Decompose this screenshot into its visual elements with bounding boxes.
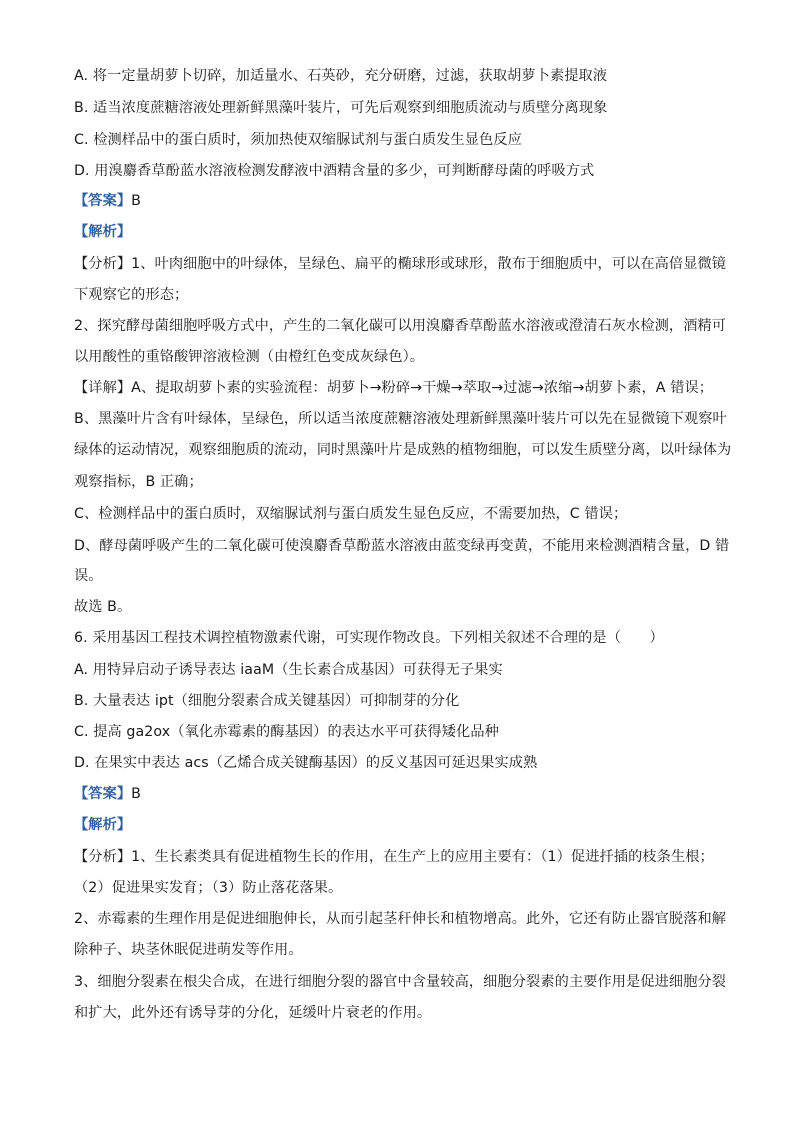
- q6-option-c: C. 提高 ga2ox（氧化赤霉素的酶基因）的表达水平可获得矮化品种: [74, 724, 499, 740]
- q5-analysis-line: 观察指标，B 正确；: [74, 474, 203, 490]
- q6-analysis-line: 3、细胞分裂素在根尖合成，在进行细胞分裂的器官中含量较高，细胞分裂素的主要作用是促进细胞分裂: [74, 974, 727, 990]
- q6-option-d: D. 在果实中表达 acs（乙烯合成关键酶基因）的反义基因可延迟果实成熟: [74, 755, 538, 771]
- q5-option-d: D. 用溴麝香草酚蓝水溶液检测发酵液中酒精含量的多少，可判断酵母菌的呼吸方式: [74, 163, 595, 179]
- q6-analysis-line: 和扩大，此外还有诱导芽的分化，延缓叶片衰老的作用。: [74, 1005, 432, 1021]
- q5-analysis-line: 故选 B。: [74, 599, 132, 615]
- q6-stem: 6. 采用基因工程技术调控植物激素代谢，可实现作物改良。下列相关叙述不合理的是（ ）: [74, 630, 664, 646]
- q6-analysis-line: 【分析】1、生长素类具有促进植物生长的作用，在生产上的应用主要有：（1）促进扦插的枝条生根；: [74, 849, 714, 865]
- q5-analysis-heading: [74, 223, 724, 241]
- q5-analysis-line: C、检测样品中的蛋白质时，双缩脲试剂与蛋白质发生显色反应，不需要加热，C 错误；: [74, 506, 628, 522]
- q6-analysis-line: 2、赤霉素的生理作用是促进细胞伸长，从而引起茎秆伸长和植物增高。此外，它还有防止器官脱落和解: [74, 911, 727, 927]
- q6-option-b: B. 大量表达 ipt（细胞分裂素合成关键基因）可抑制芽的分化: [74, 693, 460, 709]
- q5-analysis-line: 2、探究酵母菌细胞呼吸方式中，产生的二氧化碳可以用溴麝香草酚蓝水溶液或澄清石灰水检测，酒精可: [74, 318, 727, 334]
- q5-analysis-line: 绿体的运动情况，观察细胞质的流动，同时黑藻叶片是成熟的植物细胞，可以发生质壁分离，以叶绿体为: [74, 442, 732, 458]
- q5-analysis-line: 【详解】A、提取胡萝卜素的实验流程：胡萝卜→粉碎→干燥→萃取→过滤→浓缩→胡萝卜素，A 错误；: [74, 380, 714, 396]
- q6-analysis-line: 除种子、块茎休眠促进萌发等作用。: [74, 942, 303, 958]
- q5-analysis-line: D、酵母菌呼吸产生的二氧化碳可使溴麝香草酚蓝水溶液由蓝变绿再变黄，不能用来检测酒精含量，D 错: [74, 538, 730, 554]
- q6-answer: [74, 785, 724, 803]
- answer-value: B: [131, 193, 141, 209]
- q5-answer: [74, 192, 724, 210]
- q5-option-b: B. 适当浓度蔗糖溶液处理新鲜黑藻叶装片，可先后观察到细胞质流动与质壁分离现象: [74, 100, 608, 116]
- q5-option-a: A. 将一定量胡萝卜切碎，加适量水、石英砂，充分研磨，过滤，获取胡萝卜素提取液: [74, 68, 608, 84]
- q5-analysis-line: B、黑藻叶片含有叶绿体，呈绿色，所以适当浓度蔗糖溶液处理新鲜黑藻叶装片可以先在显微镜下观察叶: [74, 411, 727, 427]
- answer-tag: 【答案】: [74, 786, 132, 802]
- analysis-tag: 【解析】: [74, 224, 132, 240]
- q5-option-c: C. 检测样品中的蛋白质时，须加热使双缩脲试剂与蛋白质发生显色反应: [74, 132, 522, 148]
- q5-analysis-line: 以用酸性的重铬酸钾溶液检测（由橙红色变成灰绿色）。: [74, 349, 425, 365]
- answer-value: B: [131, 786, 141, 802]
- q5-analysis-line: 【分析】1、叶肉细胞中的叶绿体，呈绿色、扁平的椭球形或球形，散布于细胞质中，可以在高倍显微镜: [74, 256, 727, 272]
- q5-analysis-line: 误。: [74, 568, 103, 584]
- q6-analysis-heading: [74, 816, 724, 834]
- q6-option-a: A. 用特异启动子诱导表达 iaaM（生长素合成基因）可获得无子果实: [74, 662, 503, 678]
- analysis-tag: 【解析】: [74, 817, 132, 833]
- answer-tag: 【答案】: [74, 193, 132, 209]
- q5-analysis-line: 下观察它的形态；: [74, 287, 189, 303]
- q6-analysis-line: （2）促进果实发育；（3）防止落花落果。: [74, 880, 343, 896]
